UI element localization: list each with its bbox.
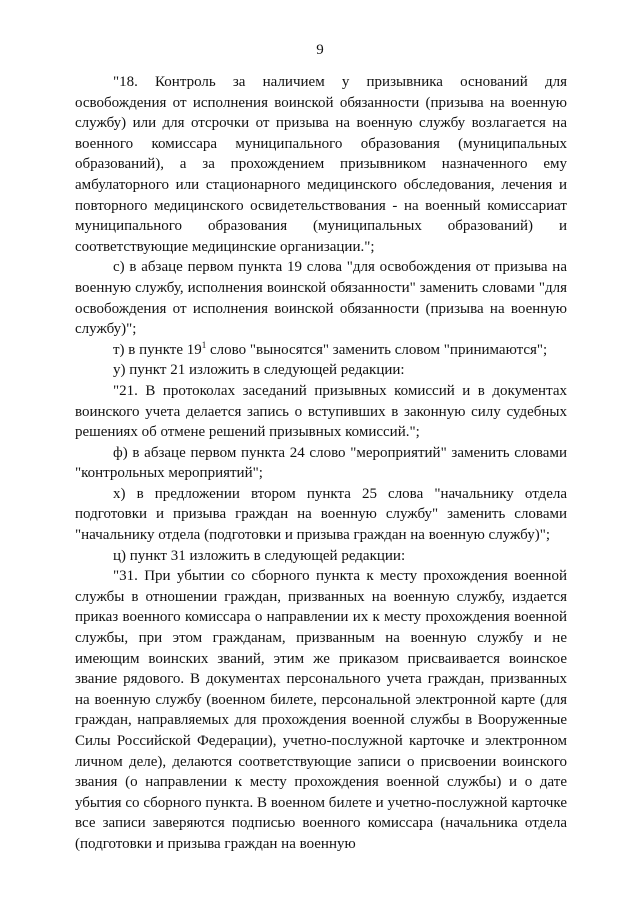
paragraph-item-f: ф) в абзаце первом пункта 24 слово "мероприятий" заменить словами "контрольных мероприятий"; xyxy=(75,444,567,482)
page-number: 9 xyxy=(316,42,324,58)
paragraph-item-t xyxy=(75,340,567,361)
paragraph-item-kh: х) в предложении втором пункта 25 слова "начальнику отдела подготовки и призыва граждан на военную службу" заменить словами "начальнику отдела (подготовки и призыва граждан на военную службу)"; xyxy=(75,485,567,544)
item-t-text-start: т) в пункте 19 xyxy=(113,341,202,358)
paragraph-21-quote: "21. В протоколах заседаний призывных комиссий и в документах воинского учета делается запись о вступивших в законную силу судебных решениях об отмене решений призывных комиссий."; xyxy=(75,382,567,441)
item-t-text-end: слово "выносятся" заменить словом "принимаются"; xyxy=(206,341,548,358)
paragraph-item-s: с) в абзаце первом пункта 19 слова "для освобождения от призыва на военную службу, исполнения воинской обязанности" заменить словами "для освобождения от исполнения воинской обязанности (призыва на военную службу)"; xyxy=(75,259,567,338)
document-body xyxy=(75,72,567,855)
paragraph-item-u: у) пункт 21 изложить в следующей редакции: xyxy=(113,362,405,379)
paragraph-31-quote: "31. При убытии со сборного пункта к месту прохождения военной службы в отношении граждан, призванных на военную службу, издается приказ военного комиссара о направлении их к месту прохождения военной службы, при этом гражданам, призванным на военную службу и не имеющим воинских званий, этим же приказом присваивается воинское звание рядового. В документах персонального учета граждан, призванных на военную службу (военном билете, персональной электронной карте (для граждан, направляемых для прохождения военной службы в Вооруженные Силы Российской Федерации), учетно-послужной карточке и электронном личном деле), делаются соответствующие записи о присвоении воинского звания (о направлении к месту прохождения военной службы) и о дате убытия со сборного пункта. В военном билете и учетно-послужной карточке все записи заверяются подписью военного комиссара (начальника отдела (подготовки и призыва граждан на военную xyxy=(75,568,567,852)
paragraph-18-quote: "18. Контроль за наличием у призывника оснований для освобождения от исполнения воинской обязанности (призыва на военную службу) или для отсрочки от призыва на военную службу возлагается на военного комиссара муниципального образования (муниципальных образований), а за прохождением призывником назначенного ему амбулаторного или стационарного медицинского обследования, лечения и повторного медицинского освидетельствования - на военный комиссариат муниципального образования (муниципальных образований) и соответствующие медицинские организации."; xyxy=(75,74,567,255)
item-t-superscript: 1 xyxy=(201,339,207,350)
paragraph-item-ts: ц) пункт 31 изложить в следующей редакции: xyxy=(113,547,406,564)
